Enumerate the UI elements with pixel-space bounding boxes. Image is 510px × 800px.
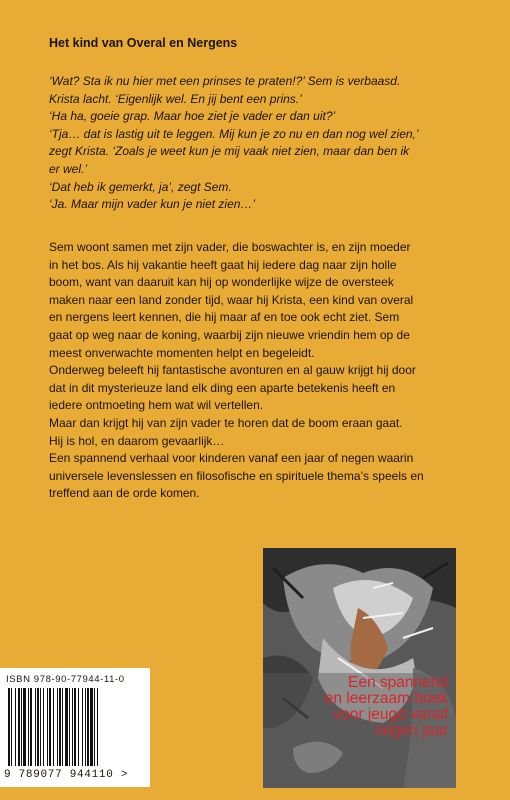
synopsis-line: gaat op weg naar de koning, waarbij zijn nieuwe vriendin hem op de (49, 327, 410, 342)
barcode-bar (21, 688, 22, 766)
quote-line: ‘Ja. Maar mijn vader kun je niet zien…’ (49, 197, 256, 212)
barcode-bar (15, 688, 16, 766)
barcode-panel (0, 668, 150, 787)
barcode-bar (11, 688, 12, 766)
barcode-bar (47, 688, 48, 766)
barcode-bars (6, 688, 144, 766)
barcode-bar (97, 688, 98, 766)
barcode-bar (69, 688, 70, 766)
cover-illustration (263, 548, 456, 788)
synopsis-line: Onderweg beleeft hij fantastische avonturen en al gauw krijgt hij door (49, 363, 416, 378)
quote-line: ‘Dat heb ik gemerkt, ja’, zegt Sem. (49, 179, 232, 194)
synopsis-line: treffend aan de orde komen. (49, 486, 200, 501)
quote-line: ‘Ha ha, goeie grap. Maar hoe ziet je vader er dan uit?’ (49, 109, 336, 124)
cover-tagline (263, 675, 448, 739)
quote-line: ‘Tja… dat is lastig uit te leggen. Mij kun je zo nu en dan nog wel zien,’ (49, 126, 419, 141)
illustration-image (263, 548, 456, 788)
synopsis-line: meest onverwachte momenten helpt en begeleidt. (49, 345, 315, 360)
synopsis-line: boom, want van daaruit kan hij op wonderlijke wijze de oversteek (49, 275, 394, 290)
barcode-bar (72, 688, 73, 766)
synopsis-line: iedere ontmoeting hem wat wil vertellen. (49, 398, 264, 413)
barcode-bar (62, 688, 63, 766)
barcode-bar (94, 688, 95, 766)
quote-line: zegt Krista. ‘Zoals je weet kun je mij vaak niet zien, maar dan ben ik (49, 144, 410, 159)
barcode-bar (49, 688, 51, 766)
ean-digits: 9 789077 944110 > (4, 769, 129, 781)
barcode-bar (40, 688, 41, 766)
quote-line: Krista lacht. ‘Eigenlijk wel. En jij bent een prins.’ (49, 91, 302, 106)
synopsis-line: maken naar een land zonder tijd, waar hij Krista, een kind van overal (49, 292, 414, 307)
barcode-bar (85, 688, 86, 766)
tagline-line: Een spannend (348, 674, 448, 691)
barcode-bar (8, 688, 10, 766)
barcode-bar (59, 688, 61, 766)
barcode-bar (30, 688, 32, 766)
synopsis-line: universele levenslessen en filosofische en spirituele thema’s speels en (49, 468, 424, 483)
barcode-bar (65, 688, 68, 766)
barcode-bar (35, 688, 36, 766)
barcode-bar (74, 688, 76, 766)
barcode-bar (43, 688, 44, 766)
barcode-bar (57, 688, 58, 766)
quote-line: er wel.’ (49, 161, 88, 176)
tagline-line: negen jaar (374, 722, 448, 739)
synopsis (49, 239, 474, 503)
barcode-bar (37, 688, 39, 766)
synopsis-line: Sem woont samen met zijn vader, die boswachter is, en zijn moeder (49, 240, 411, 254)
quote-excerpt (49, 73, 469, 214)
synopsis-line: Maar dan krijgt hij van zijn vader te horen dat de boom eraan gaat. (49, 415, 403, 430)
barcode-bar (18, 688, 20, 766)
synopsis-line: Een spannend verhaal voor kinderen vanaf een jaar of negen waarin (49, 451, 414, 466)
barcode-bar (90, 688, 93, 766)
synopsis-line: in het bos. Als hij vakantie heeft gaat hij iedere dag naar zijn holle (49, 257, 397, 272)
quote-line: ‘Wat? Sta ik nu hier met een prinses te praten!?’ Sem is verbaasd. (49, 74, 401, 88)
synopsis-line: dat in dit mysterieuze land elk ding een aparte betekenis heeft en (49, 380, 396, 395)
barcode-bar (23, 688, 26, 766)
barcode-bar (82, 688, 83, 766)
barcode-bar (87, 688, 89, 766)
isbn-label: ISBN 978-90-77944-11-0 (6, 674, 125, 685)
book-title: Het kind van Overal en Nergens (49, 36, 238, 50)
barcode-bar (78, 688, 79, 766)
tagline-line: en leerzaam boek (324, 690, 448, 707)
barcode-bar (53, 688, 54, 766)
tagline-line: voor jeugd vanaf (333, 706, 448, 723)
synopsis-line: en nergens leert kennen, die hij maar af en toe ook echt ziet. Sem (49, 310, 400, 325)
barcode-bar (28, 688, 29, 766)
synopsis-line: Hij is hol, en daarom gevaarlijk… (49, 433, 225, 448)
